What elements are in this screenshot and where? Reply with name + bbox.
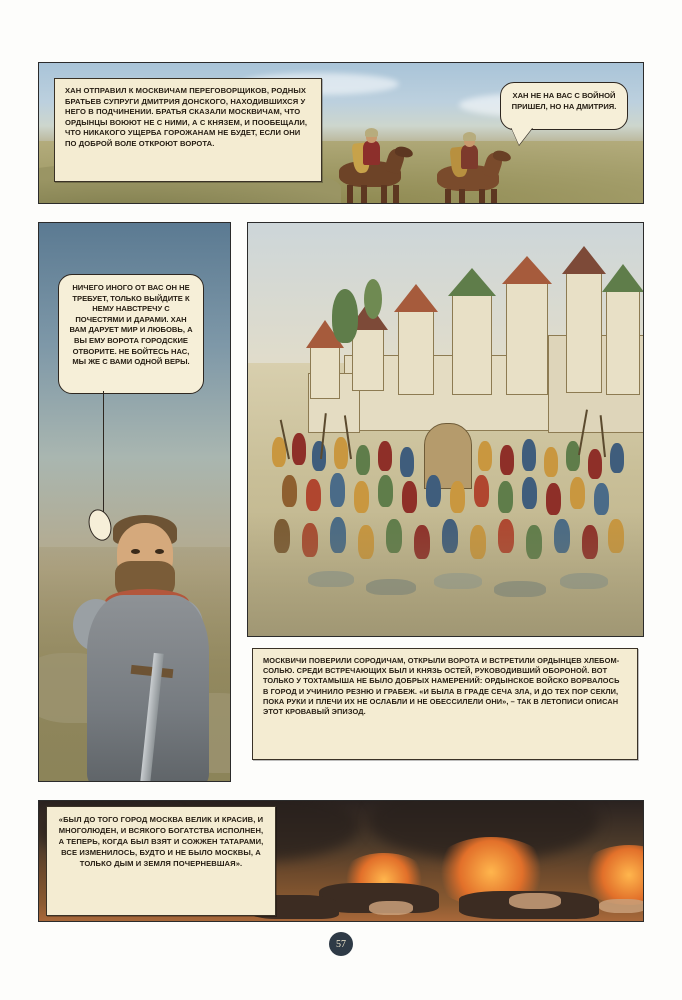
city-tower <box>606 289 640 395</box>
fallen-body <box>369 901 413 915</box>
balloon-tail <box>103 391 106 515</box>
crowd-figure <box>500 445 514 475</box>
crowd-figure <box>546 483 561 515</box>
city-tower <box>352 327 384 391</box>
crowd-figure <box>292 433 306 465</box>
speech-balloon-1 <box>500 82 628 130</box>
crowd-figure <box>378 441 392 471</box>
crowd-figure <box>570 477 585 509</box>
fallen-body <box>599 899 644 913</box>
tree-shape <box>364 279 382 319</box>
city-tower <box>566 271 602 393</box>
crowd-figure <box>282 475 297 507</box>
crowd-figure <box>522 477 537 509</box>
crowd-figure <box>474 475 489 507</box>
page-number: 57 <box>329 932 353 956</box>
crowd-figure <box>334 437 348 469</box>
balloon-tail <box>511 127 533 145</box>
crowd-figure <box>306 479 321 511</box>
warrior-eye <box>131 549 140 554</box>
crowd-figure <box>354 481 369 513</box>
city-tower <box>398 309 434 395</box>
crowd-figure <box>450 481 465 513</box>
balloon-text: ХАН НЕ НА ВАС С ВОЙНОЙ ПРИШЕЛ, НО НА ДМИТРИЯ. <box>511 91 617 111</box>
haze-overlay <box>248 512 643 636</box>
crowd-figure <box>330 473 345 507</box>
crowd-figure <box>312 441 326 471</box>
crowd-figure <box>544 447 558 477</box>
crowd-figure <box>566 441 580 471</box>
crowd-figure <box>378 475 393 507</box>
caption-box-3: «БЫЛ ДО ТОГО ГОРОД МОСКВА ВЕЛИК И КРАСИВ, И МНОГОЛЮДЕН, И ВСЯКОГО БОГАТСТВА ИСПОЛНЕН, А ТЕПЕРЬ, КОГДА БЫЛ ВЗЯТ И СОЖЖЕН ТАТАРАМИ, ВСЕ ИЗМЕНИЛОСЬ, БУДТО И НЕ БЫЛО МОСКВЫ, А ТОЛЬКО ДЫМ И ЗЕМЛЯ ПОЧЕРНЕВШАЯ». <box>46 806 276 916</box>
fallen-body <box>509 893 561 909</box>
crowd-figure <box>426 475 441 507</box>
city-tower <box>452 293 492 395</box>
crowd-figure <box>478 441 492 471</box>
crowd-figure <box>400 447 414 477</box>
speech-balloon-2 <box>58 274 204 394</box>
city-tower <box>310 345 340 399</box>
caption-box-2: МОСКВИЧИ ПОВЕРИЛИ СОРОДИЧАМ, ОТКРЫЛИ ВОРОТА И ВСТРЕТИЛИ ОРДЫНЦЕВ ХЛЕБОМ-СОЛЬЮ. СРЕДИ ВСТРЕЧАЮЩИХ БЫЛ И КНЯЗЬ ОСТЕЙ, РУКОВОДИВШИЙ ОБОРОНОЙ. ВОТ ТОЛЬКО У ТОХТАМЫША НЕ БЫЛО ДОБРЫХ НАМЕРЕНИЙ: ОРДЫНСКОЕ ВОЙСКО ВОРВАЛОСЬ В ГОРОД И УЧИНИЛО РЕЗНЮ И ГРАБЕЖ. «И БЫЛА В ГРАДЕ СЕЧА ЗЛА, И ДО ТЕХ ПОР СЕКЛИ, ПОКА РУКИ И ПЛЕЧИ ИХ НЕ ОСЛАБЛИ И НЕ ОБЕССИЛЕЛИ ОНИ», – ТАК В ЛЕТОПИСИ ОПИСАН ЭТОТ КРОВАВЫЙ ЭПИЗОД. <box>252 648 638 760</box>
crowd-figure <box>356 445 370 475</box>
crowd-figure <box>594 483 609 515</box>
crowd-figure <box>588 449 602 479</box>
warrior-eye <box>155 549 164 554</box>
caption-box-1: ХАН ОТПРАВИЛ К МОСКВИЧАМ ПЕРЕГОВОРЩИКОВ, РОДНЫХ БРАТЬЕВ СУПРУГИ ДМИТРИЯ ДОНСКОГО, НАХОДИВШИХСЯ У НЕГО В ПОДЧИНЕНИИ. БРАТЬЯ СКАЗАЛИ МОСКВИЧАМ, ЧТО ОРДЫНЦЫ ВОЮЮТ НЕ С НИМИ, А С КНЯЗЕМ, И ПООБЕЩАЛИ, ЧТО НИКАКОГО УЩЕРБА ГОРОЖАНАМ НЕ БУДЕТ, ЕСЛИ ОНИ ПО ДОБРОЙ ВОЛЕ ОТКРОЮТ ВОРОТА. <box>54 78 322 182</box>
tree-shape <box>332 289 358 343</box>
panel-city-assault-miniature <box>247 222 644 637</box>
crowd-figure <box>498 481 513 513</box>
crowd-figure <box>610 443 624 473</box>
city-tower <box>506 281 548 395</box>
balloon-text: НИЧЕГО ИНОГО ОТ ВАС ОН НЕ ТРЕБУЕТ, ТОЛЬКО ВЫЙДИТЕ К НЕМУ НАВСТРЕЧУ С ПОЧЕСТЯМИ И ДАРАМИ. ХАН ВАМ ДАРУЕТ МИР И ЛЮБОВЬ, А ВЫ ЕМУ ВОРОТА ГОРОДСКИЕ ОТВОРИТЕ. НЕ БОЙТЕСЬ НАС, МЫ ЖЕ С ВАМИ ОДНОЙ ВЕРЫ. <box>69 283 193 367</box>
crowd-figure <box>522 439 536 471</box>
crowd-figure <box>402 481 417 513</box>
